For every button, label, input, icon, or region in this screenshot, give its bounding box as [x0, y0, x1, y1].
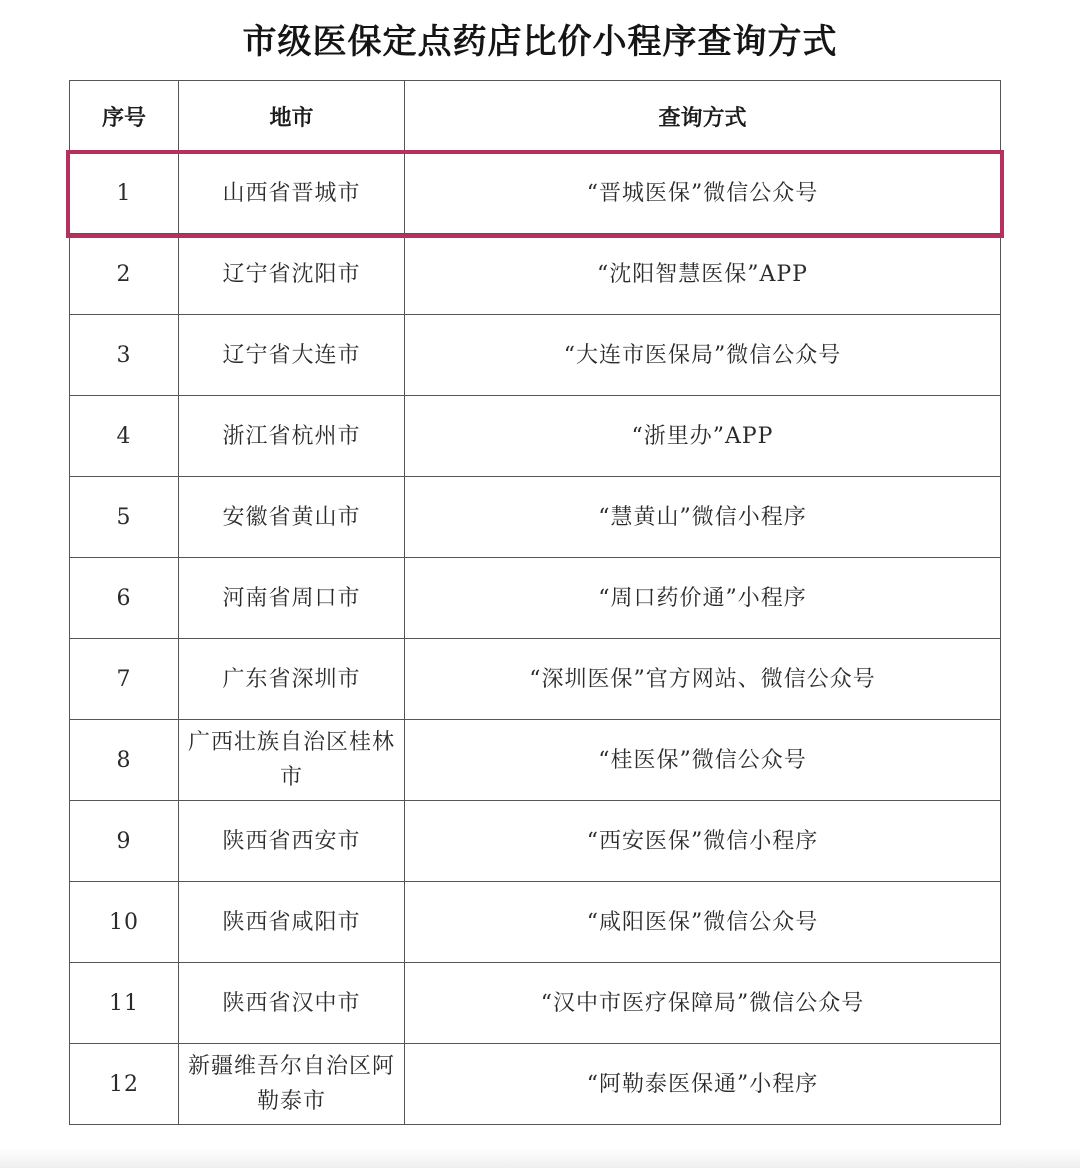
- row-index: 12: [70, 1044, 179, 1125]
- row-city: 广东省深圳市: [179, 639, 405, 720]
- row-index: 9: [70, 801, 179, 882]
- row-method: “阿勒泰医保通”小程序: [405, 1044, 1001, 1125]
- row-city: 河南省周口市: [179, 558, 405, 639]
- row-method: “浙里办”APP: [405, 396, 1001, 477]
- table-row: [70, 963, 1001, 1044]
- row-city: 山西省晋城市: [179, 153, 405, 234]
- row-method: “咸阳医保”微信公众号: [405, 882, 1001, 963]
- row-method: “沈阳智慧医保”APP: [405, 234, 1001, 315]
- row-index: 7: [70, 639, 179, 720]
- table-row: [70, 720, 1001, 801]
- row-city: 陕西省西安市: [179, 801, 405, 882]
- table-header-row: [70, 81, 1001, 153]
- table-row: [70, 315, 1001, 396]
- bottom-fade: [0, 1148, 1080, 1168]
- row-index: 3: [70, 315, 179, 396]
- table-row: [70, 882, 1001, 963]
- table-row: [70, 477, 1001, 558]
- row-method: “晋城医保”微信公众号: [405, 153, 1001, 234]
- row-city: 陕西省咸阳市: [179, 882, 405, 963]
- header-index: 序号: [70, 81, 179, 153]
- row-method: “周口药价通”小程序: [405, 558, 1001, 639]
- row-index: 4: [70, 396, 179, 477]
- row-city: 安徽省黄山市: [179, 477, 405, 558]
- row-method: “汉中市医疗保障局”微信公众号: [405, 963, 1001, 1044]
- table-row: [70, 639, 1001, 720]
- table-row: [70, 396, 1001, 477]
- table-row: [70, 153, 1001, 234]
- table-row: [70, 1044, 1001, 1125]
- row-index: 6: [70, 558, 179, 639]
- row-method: “大连市医保局”微信公众号: [405, 315, 1001, 396]
- row-index: 1: [70, 153, 179, 234]
- table-row: [70, 234, 1001, 315]
- table-row: [70, 558, 1001, 639]
- table-row: [70, 801, 1001, 882]
- page-title: 市级医保定点药店比价小程序查询方式: [242, 22, 838, 62]
- row-city: 浙江省杭州市: [179, 396, 405, 477]
- row-city: 新疆维吾尔自治区阿勒泰市: [179, 1044, 405, 1125]
- row-method: “慧黄山”微信小程序: [405, 477, 1001, 558]
- row-method: “深圳医保”官方网站、微信公众号: [405, 639, 1001, 720]
- row-city: 陕西省汉中市: [179, 963, 405, 1044]
- row-index: 2: [70, 234, 179, 315]
- pharmacy-query-table: [69, 80, 1001, 1125]
- header-city: 地市: [179, 81, 405, 153]
- row-index: 8: [70, 720, 179, 801]
- row-index: 5: [70, 477, 179, 558]
- row-city: 广西壮族自治区桂林市: [179, 720, 405, 801]
- row-city: 辽宁省沈阳市: [179, 234, 405, 315]
- row-index: 11: [70, 963, 179, 1044]
- row-method: “桂医保”微信公众号: [405, 720, 1001, 801]
- row-city: 辽宁省大连市: [179, 315, 405, 396]
- header-method: 查询方式: [405, 81, 1001, 153]
- row-method: “西安医保”微信小程序: [405, 801, 1001, 882]
- row-index: 10: [70, 882, 179, 963]
